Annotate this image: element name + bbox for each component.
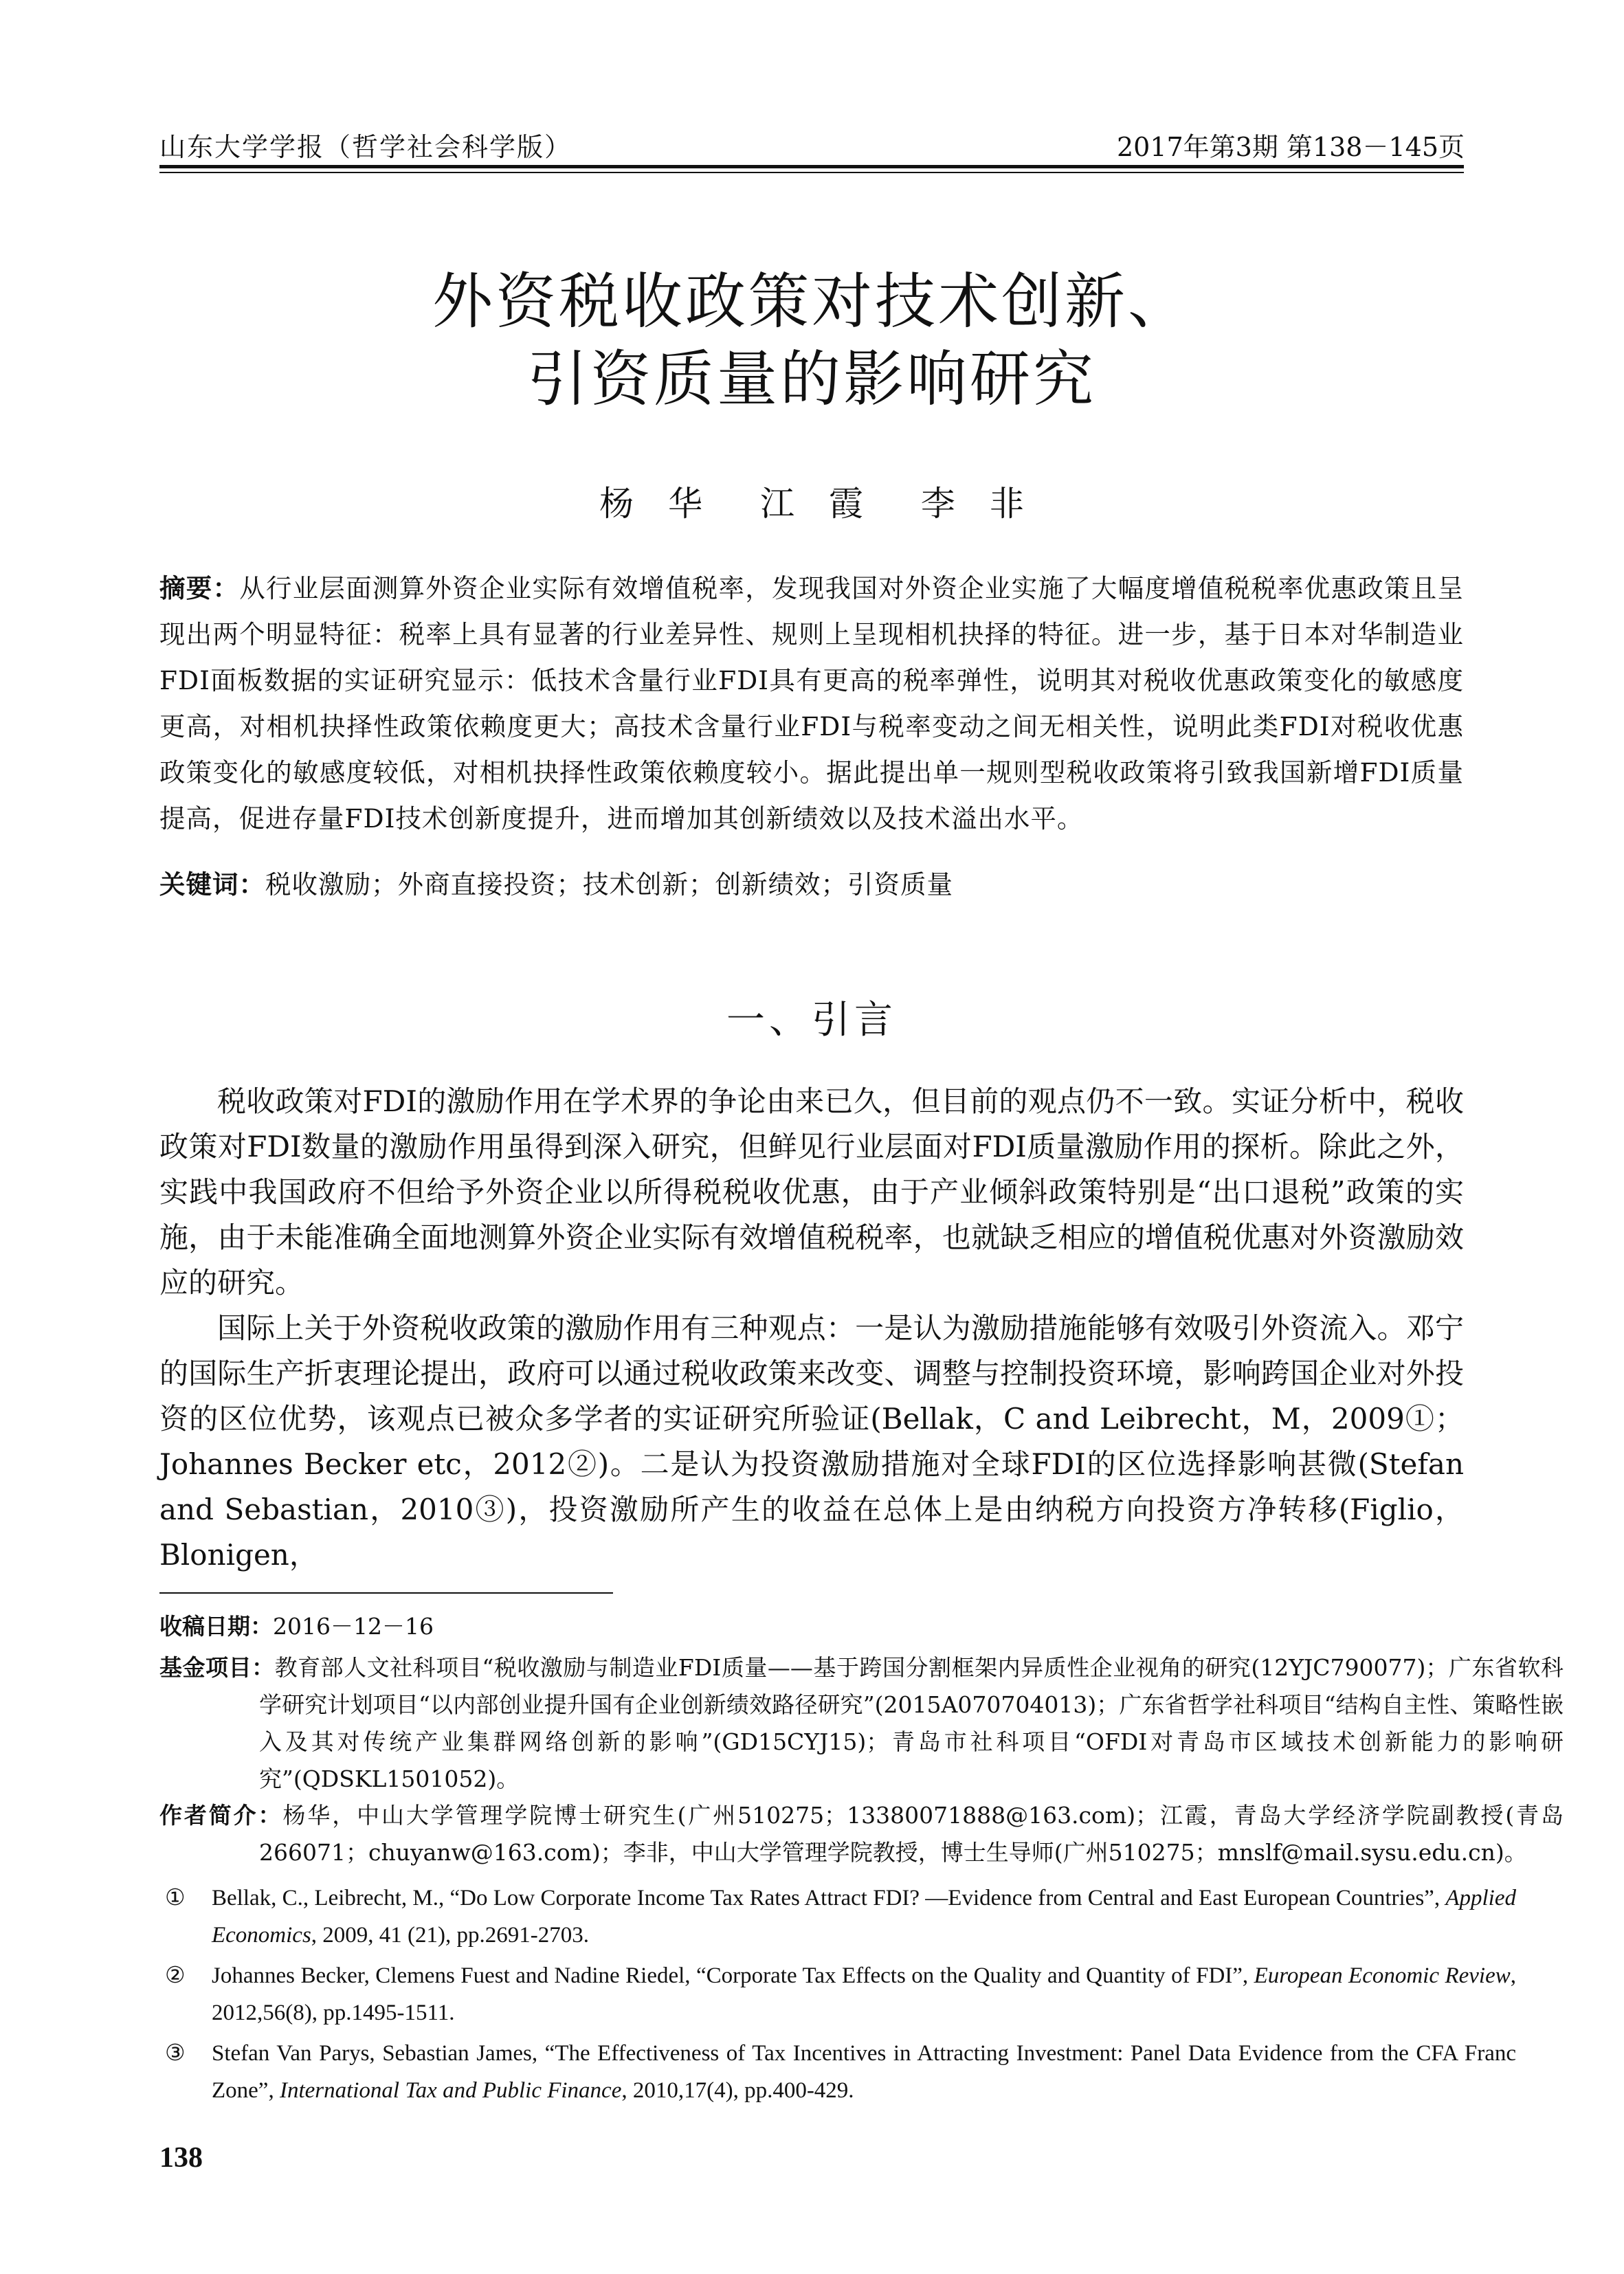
abstract-label: 摘要： <box>159 573 240 603</box>
fund-text: 教育部人文社科项目“税收激励与制造业FDI质量——基于跨国分割框架内异质性企业视角的研究(12YJC790077)；广东省软科学研究计划项目“以内部创业提升国有企业创新绩效路径研究”(2015A070704013)；广东省哲学社科项目“结构自主性、策略性嵌入及其对传统产业集群网络创新的影响”(GD15CYJ15)；青岛市社科项目“OFDI对青岛市区域技术创新能力的影响研究”(QDSKL1501052)。 <box>259 1654 1564 1792</box>
header-rule-thick <box>159 165 1464 168</box>
keywords-label: 关键词： <box>159 869 265 900</box>
received-date: 2016－12－16 <box>273 1613 434 1640</box>
footnote-mark: ② <box>165 1963 186 1988</box>
author-name: 杨 华 <box>599 484 703 524</box>
footnote-journal: Applied Economics <box>212 1886 1516 1948</box>
footnote-mark: ③ <box>165 2041 186 2066</box>
footnote-journal: International Tax and Public Finance <box>279 2078 622 2103</box>
footnote-separator <box>159 1592 613 1594</box>
issue-pages: 2017年第3期 第138－145页 <box>1116 132 1465 162</box>
footnote-mark: ① <box>165 1886 186 1910</box>
footnote-text: Stefan Van Parys, Sebastian James, “The Effectiveness of Tax Incentives in Attracting Investment: Panel Data Evidence from the CFA Franc Zone”, <box>212 2041 1516 2103</box>
footnote-journal: European Economic Review <box>1254 1963 1511 1988</box>
footnote-citation: , 2012,56(8), pp.1495-1511. <box>212 1963 1516 2025</box>
section-heading: 一、引言 <box>726 998 897 1043</box>
author-bio-text: 杨华，中山大学管理学院博士研究生(广州510275；13380071888@163.com)；江霞，青岛大学经济学院副教授(青岛266071；chuyanw@163.com)；李非，中山大学管理学院教授，博士生导师(广州510275；mnslf@mail.sysu.edu.cn)。 <box>259 1802 1564 1866</box>
author-list <box>159 476 1464 526</box>
footnote <box>159 1957 1516 2031</box>
page-number: 138 <box>159 2142 203 2174</box>
body-paragraph: 国际上关于外资税收政策的激励作用有三种观点：一是认为激励措施能够有效吸引外资流入。邓宁的国际生产折衷理论提出，政府可以通过税收政策来改变、调整与控制投资环境，影响跨国企业对外投资的区位优势，该观点已被众多学者的实证研究所验证(Bellak，C and Leibrecht，M，2009①；Johannes Becker etc，2012②)。二是认为投资激励措施对全球FDI的区位选择影响甚微(Stefan and Sebastian，2010③)，投资激励所产生的收益在总体上是由纳税方向投资方净转移(Figlio，Blonigen， <box>159 1311 1464 1572</box>
received-date-note <box>159 1608 1564 1645</box>
fund-label: 基金项目： <box>159 1654 275 1681</box>
footnote-citation: , 2010,17(4), pp.400-429. <box>621 2078 854 2103</box>
author-name: 李 非 <box>920 484 1024 524</box>
body-paragraph: 税收政策对FDI的激励作用在学术界的争论由来已久，但目前的观点仍不一致。实证分析中，税收政策对FDI数量的激励作用虽得到深入研究，但鲜见行业层面对FDI质量激励作用的探析。除此之外，实践中我国政府不但给予外资企业以所得税税收优惠，由于产业倾斜政策特别是“出口退税”政策的实施，由于未能准确全面地测算外资企业实际有效增值税税率，也就缺乏相应的增值税优惠对外资激励效应的研究。 <box>159 1084 1464 1300</box>
keywords-text: 税收激励；外商直接投资；技术创新；创新绩效；引资质量 <box>265 869 953 900</box>
keywords <box>159 862 1464 908</box>
footnote-citation: , 2009, 41 (21), pp.2691-2703. <box>311 1923 590 1948</box>
article-title-line-1: 外资税收政策对技术创新、 <box>432 266 1191 337</box>
footnote-text: Johannes Becker, Clemens Fuest and Nadine Riedel, “Corporate Tax Effects on the Quality and Quantity of FDI”, <box>212 1963 1254 1988</box>
received-label: 收稿日期： <box>159 1613 273 1640</box>
footnote <box>159 2035 1516 2109</box>
abstract-text: 从行业层面测算外资企业实际有效增值税率，发现我国对外资企业实施了大幅度增值税税率优惠政策且呈现出两个明显特征：税率上具有显著的行业差异性、规则上呈现相机抉择的特征。进一步，基于日本对华制造业FDI面板数据的实证研究显示：低技术含量行业FDI具有更高的税率弹性，说明其对税收优惠政策变化的敏感度更高，对相机抉择性政策依赖度更大；高技术含量行业FDI与税率变动之间无相关性，说明此类FDI对税收优惠政策变化的敏感度较低，对相机抉择性政策依赖度较小。据此提出单一规则型税收政策将引致我国新增FDI质量提高，促进存量FDI技术创新度提升，进而增加其创新绩效以及技术溢出水平。 <box>159 573 1464 834</box>
article-title-line-2: 引资质量的影响研究 <box>526 344 1096 414</box>
author-name: 江 霞 <box>760 484 863 524</box>
journal-name: 山东大学学报（哲学社会科学版） <box>159 132 572 162</box>
footnote <box>159 1880 1516 1954</box>
abstract <box>159 566 1464 842</box>
author-bio-label: 作者简介： <box>159 1802 283 1829</box>
header-rule-thin <box>159 172 1464 173</box>
fund-note <box>159 1649 1564 1798</box>
author-bio-note <box>159 1797 1564 1871</box>
footnote-text: Bellak, C., Leibrecht, M., “Do Low Corporate Income Tax Rates Attract FDI? —Evidence from Central and East European Countries”, <box>212 1886 1446 1910</box>
